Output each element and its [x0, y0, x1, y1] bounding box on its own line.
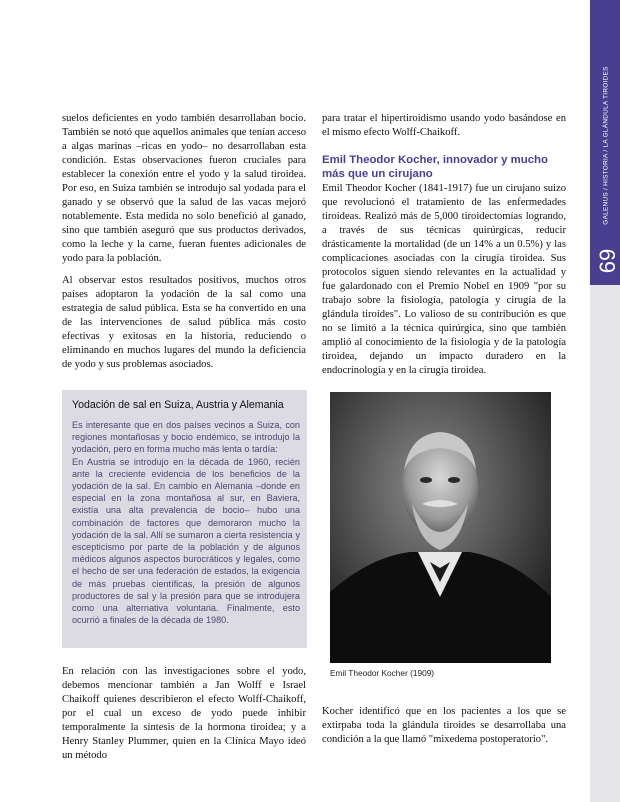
paragraph: suelos deficientes en yodo también desarrollaban bocio. También se notó que aquellos animales que tenían acceso a algas marinas –ricas en yodo– no desarrollaban esta condición. Estas observaciones fueron cruciales para establecer la conexión entre el yodo y la salud tiroidea. Por eso, en Suiza también se introdujo sal yodada para el ganado y se observó que la salud de las vacas mejoró notablemente. Esta medida no solo benefició al ganado, sino que también aseguró que sus productos derivados, como la leche y la carne, fueran fuentes adicionales de yodo para la población. — [62, 113, 306, 264]
paragraph: para tratar el hipertiroidismo usando yodo basándose en el mismo efecto Wolff-Chaikoff. — [322, 113, 566, 138]
side-tab-text-area — [591, 22, 620, 262]
sidebar-title: Yodación de sal en Suiza, Austria y Alemania — [72, 399, 284, 411]
running-header: GALENUS / HISTORIA / LA GLÁNDULA TIROIDES — [602, 66, 610, 225]
section-heading: Emil Theodor Kocher, innovador y mucho más que un cirujano — [322, 154, 548, 180]
paragraph: Al observar estos resultados positivos, muchos otros países adoptaron la yodación de la sal como una estrategia de salud pública. Esta se ha convertido en una de las intervenciones de salud pública más costo efectivas y exitosas en la historia, reduciendo o eliminando en muchos lugares del mundo la deficiencia de yodo y sus problemas asociados. — [62, 275, 306, 370]
sidebar-paragraph: En Austria se introdujo en la década de 1960, recién ante la creciente evidencia de los beneficios de la yodación de la sal. En cambio en Alemania –donde en especial en la zona montañosa al sur, en Baviera, existía una alta prevalencia de bocio– hubo una combinación de factores que demoraron mucho la yodación de la sal. Allí se sumaron a cierta resistencia y escepticismo por parte de la población y de algunos médicos algunos aspectos burocráticos y legales, como el hecho de ser una federación de estados, la exigencia de más pruebas científicas, la presión de algunos productores de sal y la presión para que se introdujera como una alternativa voluntaria. Finalmente, esto ocurrió a finales de la década de 1980. — [72, 456, 300, 626]
portrait-photo — [330, 392, 551, 663]
left-column — [62, 112, 306, 380]
page-number: 69 — [595, 248, 620, 274]
portrait-caption: Emil Theodor Kocher (1909) — [330, 668, 435, 678]
right-column-top — [322, 112, 566, 148]
section-body: Emil Theodor Kocher (1841-1917) fue un cirujano suizo que revolucionó el tratamiento de las enfermedades tiroideas. Realizó más de 5,000 tiroidectomías logrando, a través de sus técnicas quirúrgicas, reducir drásticamente la mortalidad (de un 14% a un 0.5%) y las complicaciones asociadas con la cirugía tiroidea. Sus protocolos siguen siendo relevantes en la actualidad y fue galardonado con el Premio Nobel en 1909 "por su trabajo sobre la fisiología, patología y cirugía de la glándula tiroides". Lo valioso de su contribución es que no se limitó a la técnica quirúrgica, sino que también amplió al conocimiento de la fisiología y de la patología tiroidea, dejando un impacto duradero en la endocrinología y en la cirugía tiroidea. — [322, 183, 566, 376]
side-tab-strip — [590, 285, 620, 802]
sidebar-paragraph: Es interesante que en dos países vecinos a Suiza, con regiones montañosas y bocio endémico, se introdujo la yodación, pero en forma mucho más lenta o tardía: — [72, 420, 300, 455]
sidebar-text — [72, 419, 300, 626]
right-bottom-paragraph: Kocher identificó que en los pacientes a los que se extirpaba toda la glándula tiroides se desarrollaba una condición a la que llamó "mixedema postoperatorio". — [322, 706, 566, 745]
left-bottom-paragraph: En relación con las investigaciones sobre el yodo, debemos mencionar también a Jan Wolff e Israel Chaikoff quienes describieron el efecto Wolff-Chaikoff, por el cual un exceso de yodo puede inhibir temporalmente la síntesis de la hormona tiroidea; y a Henry Stanley Plummer, quien en la Clínica Mayo ideó un método — [62, 666, 306, 761]
